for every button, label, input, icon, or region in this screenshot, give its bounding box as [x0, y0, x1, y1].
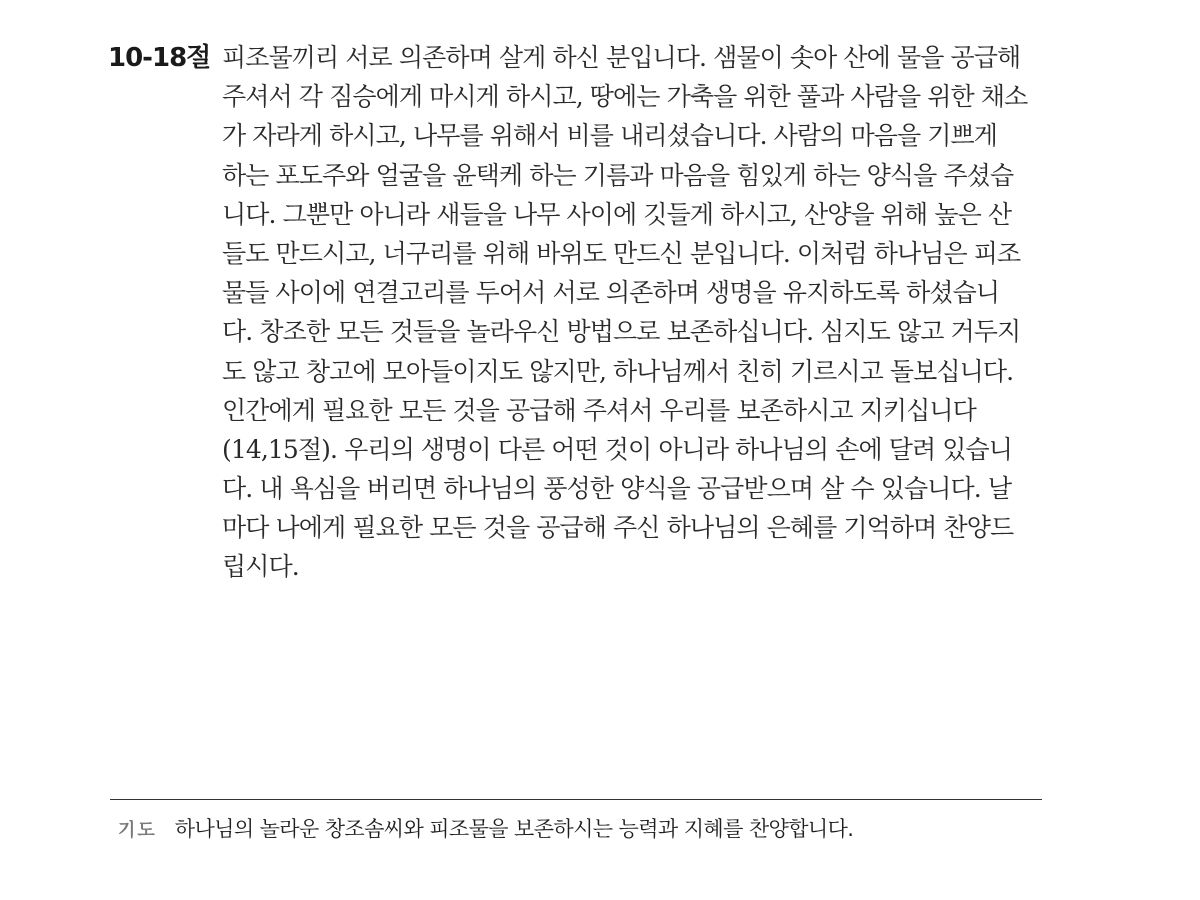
body-line: 다. 창조한 모든 것들을 놀라우신 방법으로 보존하십니다. 심지도 않고 거두지: [222, 317, 1021, 347]
body-line: 물들 사이에 연결고리를 두어서 서로 의존하며 생명을 유지하도록 하셨습니: [222, 278, 1000, 308]
prayer-text: 하나님의 놀라운 창조솜씨와 피조물을 보존하시는 능력과 지혜를 찬양합니다.: [174, 817, 854, 841]
body-line: 인간에게 필요한 모든 것을 공급해 주셔서 우리를 보존하시고 지키십니다: [222, 395, 976, 425]
section-divider: [110, 799, 1042, 800]
commentary-body: [222, 38, 1052, 587]
prayer-label: 기도: [118, 820, 157, 841]
body-line: 립시다.: [222, 552, 299, 582]
body-line: 가 자라게 하시고, 나무를 위해서 비를 내리셨습니다. 사람의 마음을 기쁘게: [222, 121, 998, 151]
prayer-section: [118, 812, 1048, 849]
body-line: 들도 만드시고, 너구리를 위해 바위도 만드신 분입니다. 이처럼 하나님은 피조: [222, 238, 1021, 268]
body-line: 피조물끼리 서로 의존하며 살게 하신 분입니다. 샘물이 솟아 산에 물을 공급해: [222, 43, 1021, 72]
body-line: 도 않고 창고에 모아들이지도 않지만, 하나님께서 친히 기르시고 돌보십니다.: [222, 356, 1014, 386]
body-line: 하는 포도주와 얼굴을 윤택케 하는 기름과 마음을 힘있게 하는 양식을 주셨습: [222, 160, 1014, 190]
body-line: 니다. 그뿐만 아니라 새들을 나무 사이에 깃들게 하시고, 산양을 위해 높은 산: [222, 199, 1012, 229]
body-line: (14,15절). 우리의 생명이 다른 어떤 것이 아니라 하나님의 손에 달려 있습니: [222, 434, 1013, 464]
verse-reference: 10-18절: [108, 43, 211, 73]
body-line: 마다 나에게 필요한 모든 것을 공급해 주신 하나님의 은혜를 기억하며 찬양드: [222, 513, 1014, 543]
body-line: 주셔서 각 짐승에게 마시게 하시고, 땅에는 가축을 위한 풀과 사람을 위한 채소: [222, 82, 1028, 112]
body-line: 다. 내 욕심을 버리면 하나님의 풍성한 양식을 공급받으며 살 수 있습니다. 날: [222, 474, 1012, 504]
